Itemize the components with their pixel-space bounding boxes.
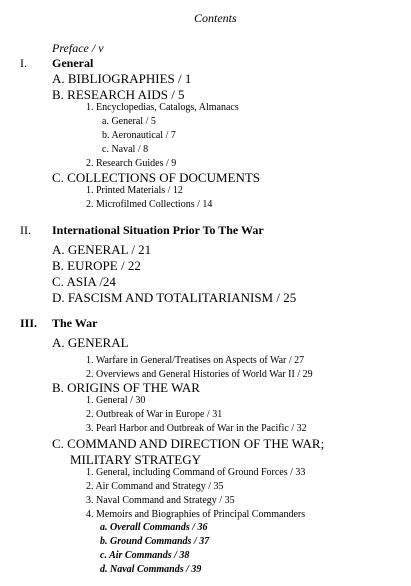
toc-entry: 1. General, including Command of Ground Forces / 33 — [86, 467, 306, 478]
toc-entry: c. Air Commands / 38 — [100, 550, 190, 561]
toc-entry: B. EUROPE / 22 — [52, 258, 141, 273]
toc-entry: B. ORIGINS OF THE WAR — [52, 380, 200, 395]
section-heading: International Situation Prior To The War — [52, 223, 264, 237]
toc-entry: C. COLLECTIONS OF DOCUMENTS — [52, 170, 261, 185]
toc-entry: a. General / 5 — [102, 116, 156, 127]
toc-entry: 3. Pearl Harbor and Outbreak of War in the Pacific / 32 — [86, 423, 307, 434]
section-numeral: I. — [20, 56, 27, 70]
section-heading: The War — [52, 316, 98, 330]
toc-entry: 2. Research Guides / 9 — [86, 158, 177, 169]
toc-entry: MILITARY STRATEGY — [70, 452, 202, 467]
toc-entry: B. RESEARCH AIDS / 5 — [52, 87, 185, 102]
section-heading: General — [52, 56, 94, 70]
toc-entry: c. Naval / 8 — [102, 144, 149, 155]
toc-entry: D. FASCISM AND TOTALITARIANISM / 25 — [52, 290, 297, 305]
toc-entry: 2. Microfilmed Collections / 14 — [86, 199, 213, 210]
toc-entry: b. Aeronautical / 7 — [102, 130, 176, 141]
section-numeral: II. — [20, 223, 31, 237]
page-title: Contents — [194, 11, 237, 25]
toc-entry: 1. Encyclopedias, Catalogs, Almanacs — [86, 102, 239, 113]
toc-entry: A. BIBLIOGRAPHIES / 1 — [52, 71, 192, 86]
section-numeral: III. — [20, 316, 38, 330]
toc-entry: 1. General / 30 — [86, 395, 146, 406]
toc-entry: C. ASIA /24 — [52, 274, 116, 289]
toc-entry: 4. Memoirs and Biographies of Principal Commanders — [86, 509, 306, 520]
toc-entry: b. Ground Commands / 37 — [100, 536, 210, 547]
toc-entry: 2. Overviews and General Histories of World War II / 29 — [86, 369, 313, 380]
toc-entry: a. Overall Commands / 36 — [100, 522, 208, 533]
toc-entry: C. COMMAND AND DIRECTION OF THE WAR; — [52, 436, 325, 451]
toc-entry: 2. Air Command and Strategy / 35 — [86, 481, 224, 492]
toc-entry: 2. Outbreak of War in Europe / 31 — [86, 409, 223, 420]
toc-entry: A. GENERAL — [52, 335, 129, 350]
preface-entry: Preface / v — [52, 41, 104, 55]
toc-entry: d. Naval Commands / 39 — [100, 564, 202, 575]
toc-entry: 1. Warfare in General/Treatises on Aspects of War / 27 — [86, 355, 305, 366]
toc-entry: A. GENERAL / 21 — [52, 242, 152, 257]
toc-entry: 1. Printed Materials / 12 — [86, 185, 183, 196]
toc-entry: 3. Naval Command and Strategy / 35 — [86, 495, 235, 506]
